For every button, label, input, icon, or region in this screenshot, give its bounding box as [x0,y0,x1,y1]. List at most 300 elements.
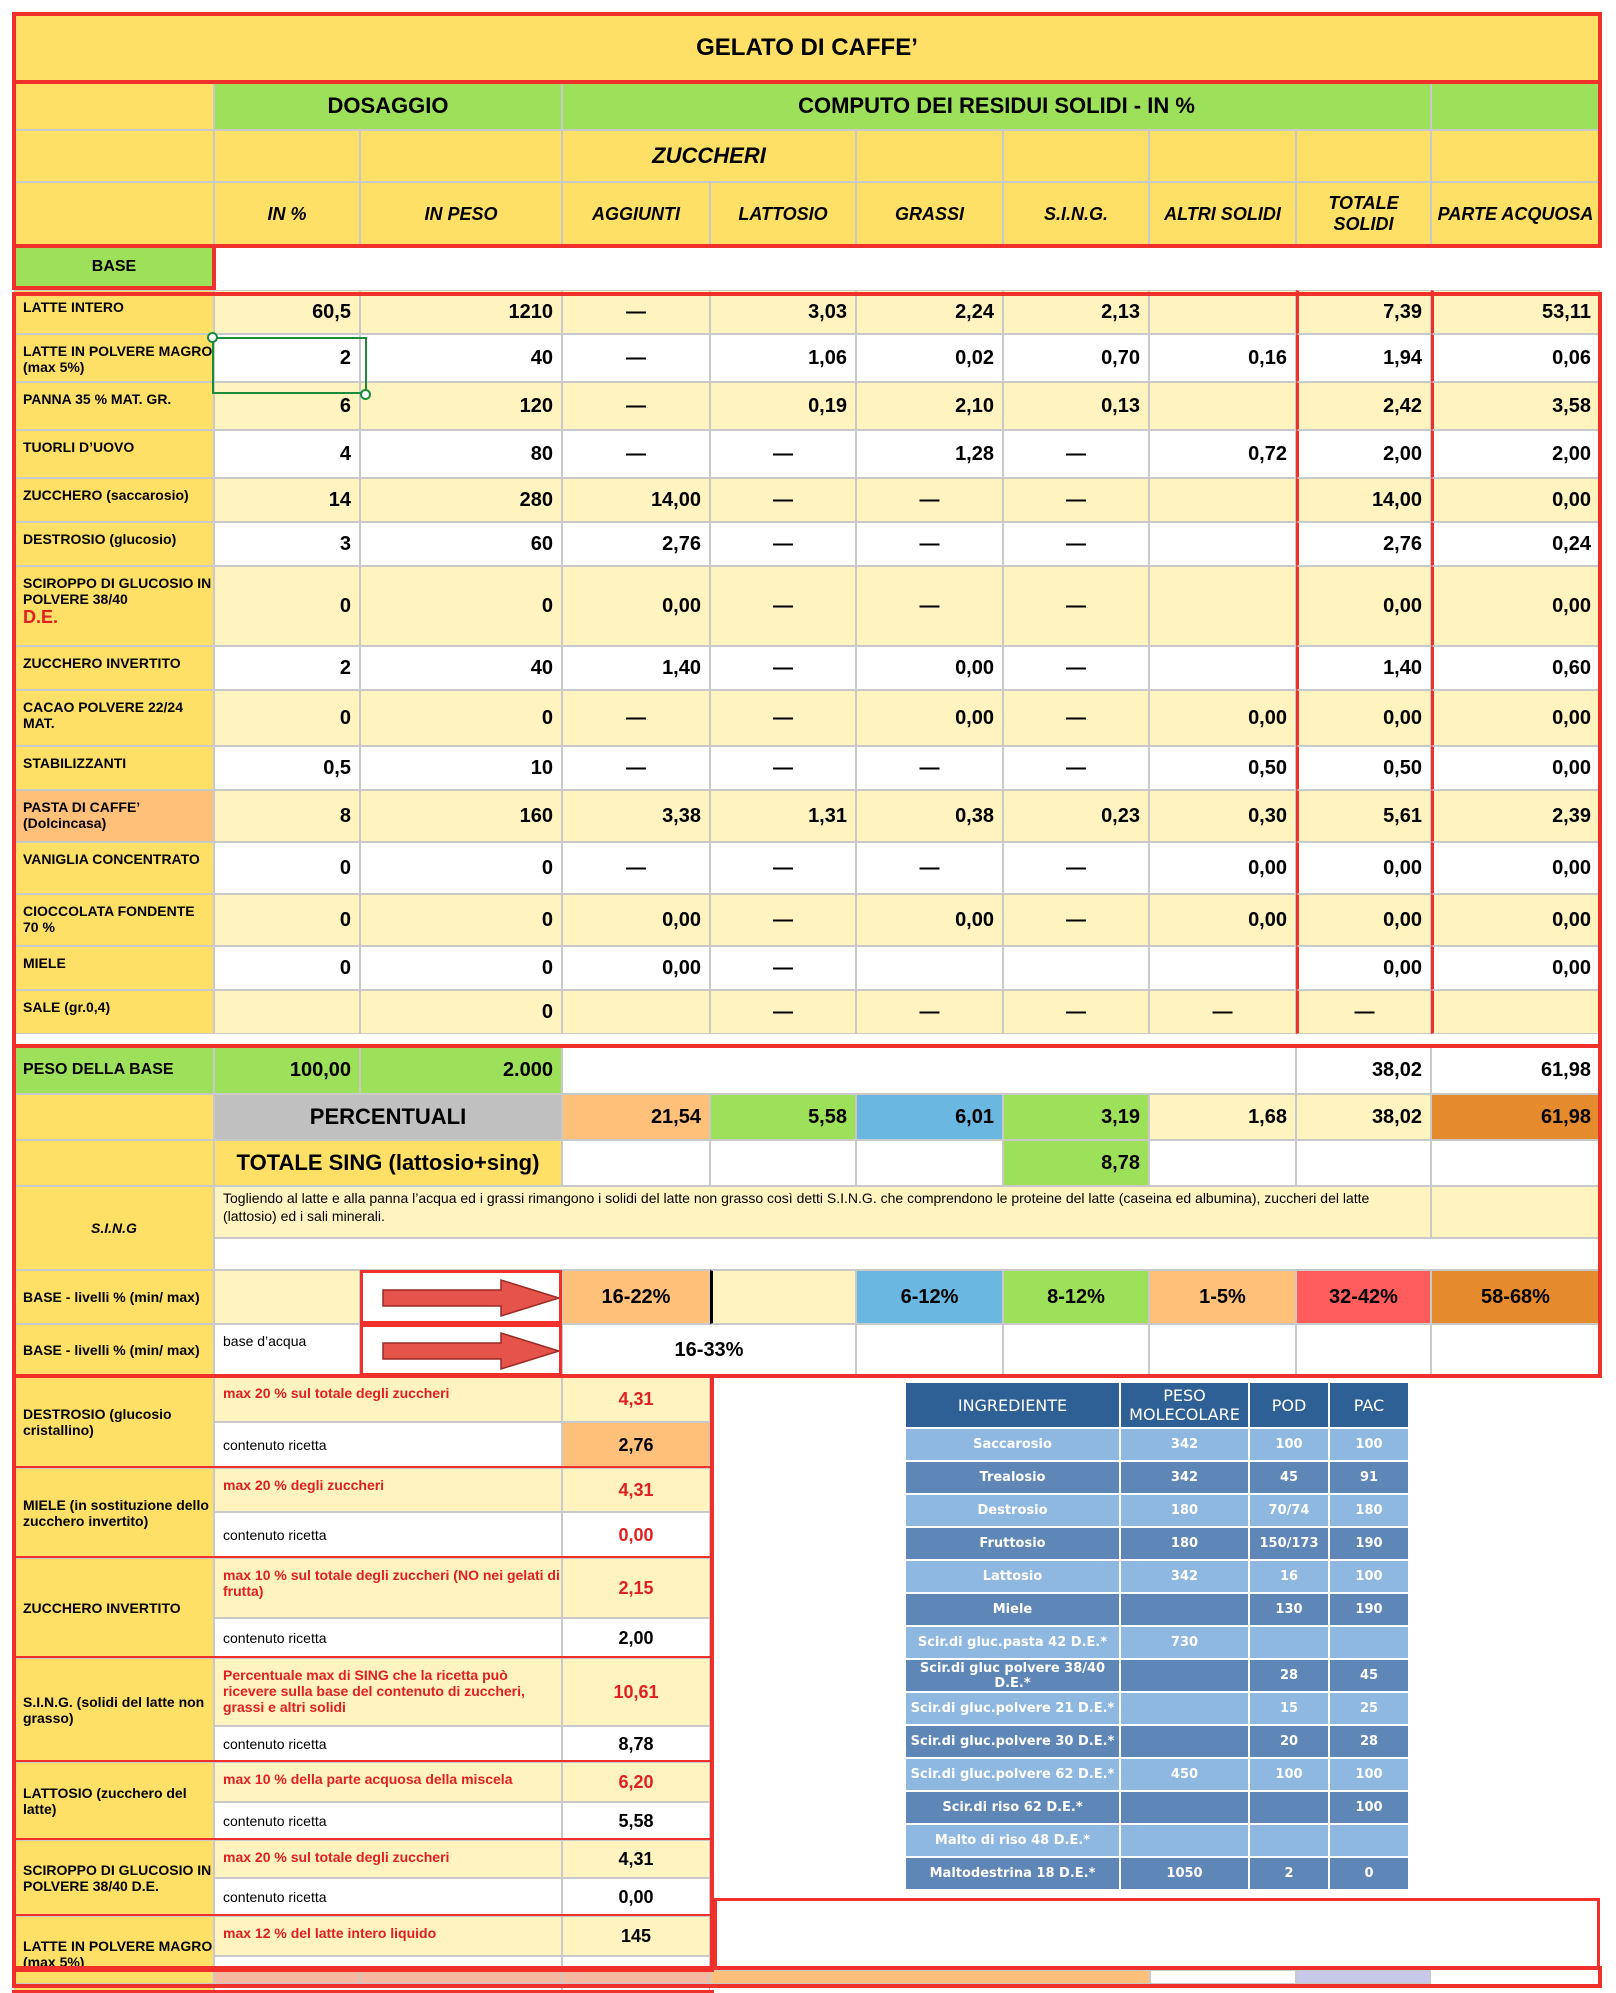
ingredient-grassi[interactable]: — [856,842,1003,894]
ingredient-lattosio[interactable]: — [710,478,856,522]
ingredient-totale[interactable]: 2,00 [1296,430,1431,478]
ingredient-peso[interactable]: 0 [360,990,562,1034]
ingredient-acqua[interactable]: 0,00 [1431,690,1600,746]
ingredient-totale[interactable]: 2,76 [1296,522,1431,566]
info-table-cell[interactable]: 180 [1121,1528,1250,1561]
ingredient-aggiunti[interactable]: 0,00 [562,894,710,946]
empty-cell[interactable] [360,1970,562,1984]
info-table-ingredient[interactable]: Trealosio [906,1462,1121,1495]
ingredient-aggiunti[interactable]: 14,00 [562,478,710,522]
info-table-ingredient[interactable]: Malto di riso 48 D.E.* [906,1825,1121,1858]
ingredient-altri[interactable] [1149,946,1296,990]
empty-cell[interactable] [1296,1970,1431,1984]
info-table-ingredient[interactable]: Maltodestrina 18 D.E.* [906,1858,1121,1891]
info-table-header[interactable]: INGREDIENTE [906,1383,1121,1429]
ingredient-peso[interactable]: 0 [360,894,562,946]
col-header-totale-solidi[interactable]: TOTALE SOLIDI [1296,182,1431,246]
ingredient-name[interactable] [14,478,214,522]
ingredient-grassi[interactable]: 2,10 [856,382,1003,430]
col-header-in-peso[interactable]: IN PESO [360,182,562,246]
info-table-cell[interactable] [1121,1660,1250,1693]
info-table-cell[interactable]: 450 [1121,1759,1250,1792]
ingredient-name[interactable] [14,566,214,646]
limit-contenuto-label[interactable]: contenuto ricetta [214,1878,562,1916]
ingredient-acqua[interactable]: 3,58 [1431,382,1600,430]
selected-cell-outline[interactable] [212,337,367,394]
ingredient-peso[interactable]: 40 [360,334,562,382]
info-table-cell[interactable] [1330,1825,1410,1858]
col-header-aggiunti[interactable]: AGGIUNTI [562,182,710,246]
ingredient-lattosio[interactable]: — [710,894,856,946]
base-acqua-label[interactable]: base d’acqua [214,1324,360,1376]
empty-cell[interactable] [1150,1970,1296,1984]
ingredient-sing[interactable]: — [1003,690,1149,746]
info-table-ingredient[interactable]: Scir.di gluc.polvere 21 D.E.* [906,1693,1121,1726]
info-table-cell[interactable]: 180 [1330,1495,1410,1528]
header-empty-cell[interactable] [1149,130,1296,182]
limit-recipe-value[interactable]: 0,00 [562,1512,710,1558]
limit-max-value[interactable]: 4,31 [562,1468,710,1512]
ingredient-peso[interactable]: 0 [360,946,562,990]
col-header-lattosio[interactable]: LATTOSIO [710,182,856,246]
ingredient-altri[interactable]: 0,72 [1149,430,1296,478]
ingredient-lattosio[interactable]: — [710,566,856,646]
header-empty-cell[interactable] [856,130,1003,182]
info-table-ingredient[interactable]: Scir.di gluc polvere 38/40 D.E.* [906,1660,1121,1693]
header-empty-cell[interactable] [14,82,214,130]
ingredient-sing[interactable]: — [1003,646,1149,690]
empty-cell[interactable] [856,1324,1003,1376]
info-table-cell[interactable]: 100 [1250,1759,1330,1792]
header-empty-cell[interactable] [360,130,562,182]
ingredient-sing[interactable] [1003,946,1149,990]
ingredient-name[interactable] [14,690,214,746]
info-table-cell[interactable] [1250,1627,1330,1660]
info-table-cell[interactable]: 342 [1121,1429,1250,1462]
ingredient-sing[interactable]: — [1003,894,1149,946]
info-table-cell[interactable]: 100 [1330,1561,1410,1594]
empty-cell[interactable] [710,1270,856,1324]
ingredient-pct[interactable]: 0,5 [214,746,360,790]
ingredient-name[interactable] [14,946,214,990]
ingredient-totale[interactable]: 0,00 [1296,566,1431,646]
info-table-cell[interactable] [1250,1825,1330,1858]
info-table-cell[interactable] [1121,1792,1250,1825]
info-table-cell[interactable]: 342 [1121,1561,1250,1594]
ingredient-lattosio[interactable]: 0,19 [710,382,856,430]
header-empty-cell[interactable] [1431,82,1600,130]
ingredient-grassi[interactable]: 1,28 [856,430,1003,478]
peso-base-totale[interactable]: 38,02 [1296,1046,1431,1094]
empty-cell[interactable] [1149,1140,1296,1186]
col-header-in-percent[interactable]: IN % [214,182,360,246]
ingredient-acqua[interactable]: 0,24 [1431,522,1600,566]
limit-max-value[interactable]: 10,61 [562,1658,710,1726]
info-table-header[interactable]: POD [1250,1383,1330,1429]
ingredient-name[interactable] [14,746,214,790]
ingredient-totale[interactable]: 2,42 [1296,382,1431,430]
info-table-cell[interactable]: 2 [1250,1858,1330,1891]
header-empty-cell[interactable] [1296,130,1431,182]
selection-handle[interactable] [360,389,371,400]
ingredient-name[interactable] [14,522,214,566]
info-table-cell[interactable]: 20 [1250,1726,1330,1759]
limit-ingredient-name[interactable]: LATTOSIO (zucchero del latte) [14,1762,214,1840]
empty-cell[interactable] [1149,1324,1296,1376]
peso-base-label[interactable]: PESO DELLA BASE [14,1046,214,1094]
base-blank-row[interactable] [214,246,1600,288]
info-table-cell[interactable]: 0 [1330,1858,1410,1891]
ingredient-aggiunti[interactable]: — [562,334,710,382]
ingredient-totale[interactable]: 0,00 [1296,690,1431,746]
info-table-cell[interactable]: 130 [1250,1594,1330,1627]
empty-cell[interactable] [214,1970,360,1984]
ingredient-altri[interactable]: 0,00 [1149,894,1296,946]
ingredient-sing[interactable]: — [1003,478,1149,522]
percentuali-label[interactable]: PERCENTUALI [214,1094,562,1140]
ingredient-grassi[interactable]: 0,00 [856,894,1003,946]
limit-max-value[interactable]: 145 [562,1916,710,1956]
ingredient-pct[interactable]: 6 [214,382,360,430]
ingredient-sing[interactable]: — [1003,990,1149,1034]
ingredient-name[interactable] [14,790,214,842]
ingredient-aggiunti[interactable] [562,990,710,1034]
info-table-cell[interactable]: 190 [1330,1528,1410,1561]
empty-cell[interactable] [710,1970,1150,1984]
ingredient-aggiunti[interactable]: 1,40 [562,646,710,690]
percentuali-aggiunti[interactable]: 21,54 [562,1094,710,1140]
ingredient-name[interactable] [14,842,214,894]
empty-cell[interactable] [710,1140,856,1186]
limit-max-value[interactable]: 4,31 [562,1840,710,1878]
info-table-ingredient[interactable]: Scir.di gluc.polvere 62 D.E.* [906,1759,1121,1792]
ingredient-altri[interactable] [1149,522,1296,566]
ingredient-pct[interactable]: 0 [214,842,360,894]
selection-handle[interactable] [207,332,218,343]
info-table-cell[interactable]: 25 [1330,1693,1410,1726]
ingredient-altri[interactable]: 0,00 [1149,690,1296,746]
ingredient-aggiunti[interactable]: 0,00 [562,566,710,646]
percentuali-totale[interactable]: 38,02 [1296,1094,1431,1140]
ingredient-altri[interactable]: — [1149,990,1296,1034]
ingredient-pct[interactable]: 14 [214,478,360,522]
empty-cell[interactable] [14,1970,214,1984]
empty-cell[interactable] [562,1046,1296,1094]
ingredient-totale[interactable]: 0,00 [1296,842,1431,894]
limit-rule-text[interactable]: max 20 % sul totale degli zuccheri [214,1840,562,1878]
ingredient-pct[interactable]: 0 [214,566,360,646]
header-empty-cell[interactable] [14,182,214,246]
ingredient-name[interactable] [14,990,214,1034]
ingredient-totale[interactable]: 0,00 [1296,946,1431,990]
ingredient-sing[interactable]: — [1003,842,1149,894]
info-table-cell[interactable]: 1050 [1121,1858,1250,1891]
limit-rule-text[interactable]: max 10 % sul totale degli zuccheri (NO nei gelati di frutta) [214,1558,562,1618]
ingredient-name[interactable] [14,334,214,382]
ingredient-lattosio[interactable]: — [710,746,856,790]
ingredient-aggiunti[interactable]: — [562,290,710,334]
info-table-ingredient[interactable]: Fruttosio [906,1528,1121,1561]
ingredient-name[interactable] [14,382,214,430]
limit-ingredient-name[interactable]: SCIROPPO DI GLUCOSIO IN POLVERE 38/40 D.E. [14,1840,214,1916]
livelli-arrow-cell[interactable] [360,1270,562,1324]
info-table-ingredient[interactable]: Lattosio [906,1561,1121,1594]
empty-cell[interactable] [1003,1324,1149,1376]
ingredient-aggiunti[interactable]: — [562,382,710,430]
header-computo[interactable]: COMPUTO DEI RESIDUI SOLIDI - IN % [562,82,1431,130]
peso-base-peso[interactable]: 2.000 [360,1046,562,1094]
percentuali-altri[interactable]: 1,68 [1149,1094,1296,1140]
ingredient-acqua[interactable] [1431,990,1600,1034]
limit-max-value[interactable]: 4,31 [562,1376,710,1422]
ingredient-grassi[interactable]: — [856,566,1003,646]
limit-rule-text[interactable]: max 12 % del latte intero liquido [214,1916,562,1956]
ingredient-lattosio[interactable]: 3,03 [710,290,856,334]
ingredient-lattosio[interactable]: — [710,522,856,566]
ingredient-lattosio[interactable]: — [710,842,856,894]
sing-note-label[interactable]: S.I.N.G [14,1186,214,1270]
livelli-acqua[interactable]: 58-68% [1431,1270,1600,1324]
percentuali-acqua[interactable]: 61,98 [1431,1094,1600,1140]
ingredient-name[interactable] [14,646,214,690]
ingredient-grassi[interactable]: — [856,522,1003,566]
percentuali-lattosio[interactable]: 5,58 [710,1094,856,1140]
header-empty-cell[interactable] [14,130,214,182]
header-empty-cell[interactable] [214,130,360,182]
empty-cell[interactable] [14,1094,214,1140]
info-table-ingredient[interactable]: Miele [906,1594,1121,1627]
limit-recipe-value[interactable]: 0,00 [562,1878,710,1916]
ingredient-aggiunti[interactable]: — [562,746,710,790]
limit-ingredient-name[interactable]: LATTE IN POLVERE MAGRO (max 5%) [14,1916,214,1992]
base-label[interactable]: BASE [14,246,214,288]
ingredient-altri[interactable] [1149,646,1296,690]
sing-note-text[interactable]: Togliendo al latte e alla panna l’acqua ed i grassi rimangono i solidi del latte non grasso così detti S.I.N.G. che comprendono le proteine del latte (caseina ed albumina), zuccheri del latte (lattosio) ed i sali minerali. [214,1186,1431,1238]
livelli-label-2[interactable]: BASE - livelli % (min/ max) [14,1324,214,1376]
ingredient-lattosio[interactable]: — [710,990,856,1034]
ingredient-acqua[interactable]: 0,06 [1431,334,1600,382]
info-table-cell[interactable]: 100 [1330,1792,1410,1825]
info-table-cell[interactable] [1121,1594,1250,1627]
empty-cell[interactable] [562,1970,710,1984]
ingredient-peso[interactable]: 1210 [360,290,562,334]
ingredient-acqua[interactable]: 0,00 [1431,946,1600,990]
ingredient-totale[interactable]: 1,40 [1296,646,1431,690]
limit-rule-text[interactable]: max 10 % della parte acquosa della miscela [214,1762,562,1802]
ingredient-grassi[interactable]: 0,00 [856,690,1003,746]
sheet-title[interactable]: GELATO DI CAFFE’ [14,14,1600,82]
ingredient-pct[interactable]: 0 [214,894,360,946]
ingredient-totale[interactable]: 0,50 [1296,746,1431,790]
ingredient-grassi[interactable]: 0,02 [856,334,1003,382]
ingredient-altri[interactable] [1149,478,1296,522]
limit-recipe-value[interactable]: 5,58 [562,1802,710,1840]
ingredient-sing[interactable]: 2,13 [1003,290,1149,334]
limit-ingredient-name[interactable]: ZUCCHERO INVERTITO [14,1558,214,1658]
limit-rule-text[interactable]: Percentuale max di SING che la ricetta può ricevere sulla base del contenuto di zuccheri, grassi e altri solidi [214,1658,562,1726]
ingredient-pct[interactable]: 8 [214,790,360,842]
info-table-cell[interactable]: 180 [1121,1495,1250,1528]
empty-cell[interactable] [1431,1140,1600,1186]
ingredient-name[interactable] [14,290,214,334]
ingredient-pct[interactable]: 3 [214,522,360,566]
ingredient-peso[interactable]: 120 [360,382,562,430]
ingredient-lattosio[interactable]: — [710,430,856,478]
info-table-cell[interactable]: 28 [1250,1660,1330,1693]
empty-cell[interactable] [1431,1186,1600,1238]
ingredient-altri[interactable]: 0,30 [1149,790,1296,842]
ingredient-name[interactable] [14,430,214,478]
info-table-cell[interactable]: 100 [1250,1429,1330,1462]
limit-contenuto-label[interactable]: contenuto ricetta [214,1618,562,1658]
ingredient-sing[interactable]: — [1003,746,1149,790]
info-table-cell[interactable]: 730 [1121,1627,1250,1660]
ingredient-lattosio[interactable]: 1,31 [710,790,856,842]
ingredient-acqua[interactable]: 0,00 [1431,478,1600,522]
empty-row[interactable] [214,1238,1600,1270]
ingredient-sing[interactable]: 0,13 [1003,382,1149,430]
info-table-cell[interactable]: 28 [1330,1726,1410,1759]
ingredient-pct[interactable]: 0 [214,946,360,990]
empty-cell[interactable] [1431,1324,1600,1376]
info-table-ingredient[interactable]: Scir.di riso 62 D.E.* [906,1792,1121,1825]
ingredient-peso[interactable]: 280 [360,478,562,522]
ingredient-pct[interactable] [214,990,360,1034]
info-table-header[interactable]: PESO MOLECOLARE [1121,1383,1250,1429]
ingredient-pct[interactable]: 2 [214,334,360,382]
ingredient-sing[interactable]: — [1003,566,1149,646]
header-zuccheri[interactable]: ZUCCHERI [562,130,856,182]
info-table-cell[interactable]: 15 [1250,1693,1330,1726]
empty-cell[interactable] [714,1898,1600,1970]
info-table-cell[interactable] [1121,1825,1250,1858]
ingredient-sing[interactable]: 0,23 [1003,790,1149,842]
ingredient-acqua[interactable]: 0,00 [1431,746,1600,790]
totale-sing-label[interactable]: TOTALE SING (lattosio+sing) [214,1140,562,1186]
info-table-cell[interactable]: 45 [1330,1660,1410,1693]
limit-recipe-value[interactable]: 2,76 [562,1422,710,1468]
ingredient-sing[interactable]: — [1003,522,1149,566]
ingredient-acqua[interactable]: 2,39 [1431,790,1600,842]
limit-contenuto-label[interactable]: contenuto ricetta [214,1802,562,1840]
ingredient-totale[interactable]: 7,39 [1296,290,1431,334]
info-table-cell[interactable] [1121,1726,1250,1759]
empty-cell[interactable] [562,1140,710,1186]
limit-ingredient-name[interactable]: S.I.N.G. (solidi del latte non grasso) [14,1658,214,1762]
totale-sing-value[interactable]: 8,78 [1003,1140,1149,1186]
ingredient-aggiunti[interactable]: — [562,430,710,478]
info-table-cell[interactable] [1250,1792,1330,1825]
ingredient-totale[interactable]: — [1296,990,1431,1034]
limit-rule-text[interactable]: max 20 % degli zuccheri [214,1468,562,1512]
ingredient-sing[interactable]: — [1003,430,1149,478]
ingredient-pct[interactable]: 4 [214,430,360,478]
col-header-parte-acquosa[interactable]: PARTE ACQUOSA [1431,182,1600,246]
ingredient-altri[interactable]: 0,50 [1149,746,1296,790]
info-table-cell[interactable]: 91 [1330,1462,1410,1495]
ingredient-acqua[interactable]: 0,00 [1431,566,1600,646]
limit-contenuto-label[interactable]: contenuto ricetta [214,1422,562,1468]
empty-cell[interactable] [1296,1140,1431,1186]
ingredient-altri[interactable] [1149,382,1296,430]
header-empty-cell[interactable] [1431,130,1600,182]
limit-recipe-value[interactable]: 8,78 [562,1726,710,1762]
ingredient-pct[interactable]: 0 [214,690,360,746]
livelli-altri[interactable]: 1-5% [1149,1270,1296,1324]
livelli-grassi[interactable]: 6-12% [856,1270,1003,1324]
header-dosaggio[interactable]: DOSAGGIO [214,82,562,130]
limit-ingredient-name[interactable]: DESTROSIO (glucosio cristallino) [14,1376,214,1468]
ingredient-grassi[interactable] [856,946,1003,990]
ingredient-aggiunti[interactable]: — [562,690,710,746]
limit-contenuto-label[interactable]: contenuto ricetta [214,1512,562,1558]
info-table-cell[interactable] [1330,1627,1410,1660]
empty-cell[interactable] [1296,1324,1431,1376]
col-header-grassi[interactable]: GRASSI [856,182,1003,246]
ingredient-lattosio[interactable]: 1,06 [710,334,856,382]
ingredient-aggiunti[interactable]: 3,38 [562,790,710,842]
ingredient-acqua[interactable]: 2,00 [1431,430,1600,478]
percentuali-grassi[interactable]: 6,01 [856,1094,1003,1140]
livelli-range-2[interactable]: 16-33% [562,1324,856,1376]
ingredient-totale[interactable]: 0,00 [1296,894,1431,946]
ingredient-totale[interactable]: 1,94 [1296,334,1431,382]
col-header-altri-solidi[interactable]: ALTRI SOLIDI [1149,182,1296,246]
ingredient-peso[interactable]: 160 [360,790,562,842]
ingredient-grassi[interactable]: 0,00 [856,646,1003,690]
empty-cell[interactable] [214,1270,360,1324]
percentuali-sing[interactable]: 3,19 [1003,1094,1149,1140]
ingredient-grassi[interactable]: 0,38 [856,790,1003,842]
ingredient-grassi[interactable]: 2,24 [856,290,1003,334]
limit-max-value[interactable]: 2,15 [562,1558,710,1618]
ingredient-totale[interactable]: 14,00 [1296,478,1431,522]
ingredient-altri[interactable] [1149,290,1296,334]
limit-max-value[interactable]: 6,20 [562,1762,710,1802]
ingredient-grassi[interactable]: — [856,746,1003,790]
ingredient-pct[interactable]: 60,5 [214,290,360,334]
ingredient-peso[interactable]: 0 [360,842,562,894]
info-table-header[interactable]: PAC [1330,1383,1410,1429]
info-table-cell[interactable]: 150/173 [1250,1528,1330,1561]
info-table-cell[interactable]: 100 [1330,1429,1410,1462]
ingredient-name[interactable] [14,894,214,946]
header-empty-cell[interactable] [1003,130,1149,182]
info-table-ingredient[interactable]: Saccarosio [906,1429,1121,1462]
ingredient-altri[interactable] [1149,566,1296,646]
ingredient-altri[interactable]: 0,00 [1149,842,1296,894]
ingredient-acqua[interactable]: 0,60 [1431,646,1600,690]
ingredient-peso[interactable]: 80 [360,430,562,478]
ingredient-lattosio[interactable]: — [710,946,856,990]
info-table-cell[interactable]: 45 [1250,1462,1330,1495]
ingredient-aggiunti[interactable]: 2,76 [562,522,710,566]
ingredient-lattosio[interactable]: — [710,690,856,746]
col-header-sing[interactable]: S.I.N.G. [1003,182,1149,246]
info-table-cell[interactable]: 70/74 [1250,1495,1330,1528]
peso-base-acqua[interactable]: 61,98 [1431,1046,1600,1094]
empty-cell[interactable] [14,1140,214,1186]
info-table-cell[interactable]: 16 [1250,1561,1330,1594]
ingredient-acqua[interactable]: 53,11 [1431,290,1600,334]
ingredient-grassi[interactable]: — [856,990,1003,1034]
ingredient-aggiunti[interactable]: 0,00 [562,946,710,990]
info-table-cell[interactable] [1121,1693,1250,1726]
empty-cell[interactable] [856,1140,1003,1186]
livelli-totale[interactable]: 32-42% [1296,1270,1431,1324]
ingredient-peso[interactable]: 0 [360,566,562,646]
livelli-aggiunti[interactable]: 16-22% [562,1270,710,1324]
